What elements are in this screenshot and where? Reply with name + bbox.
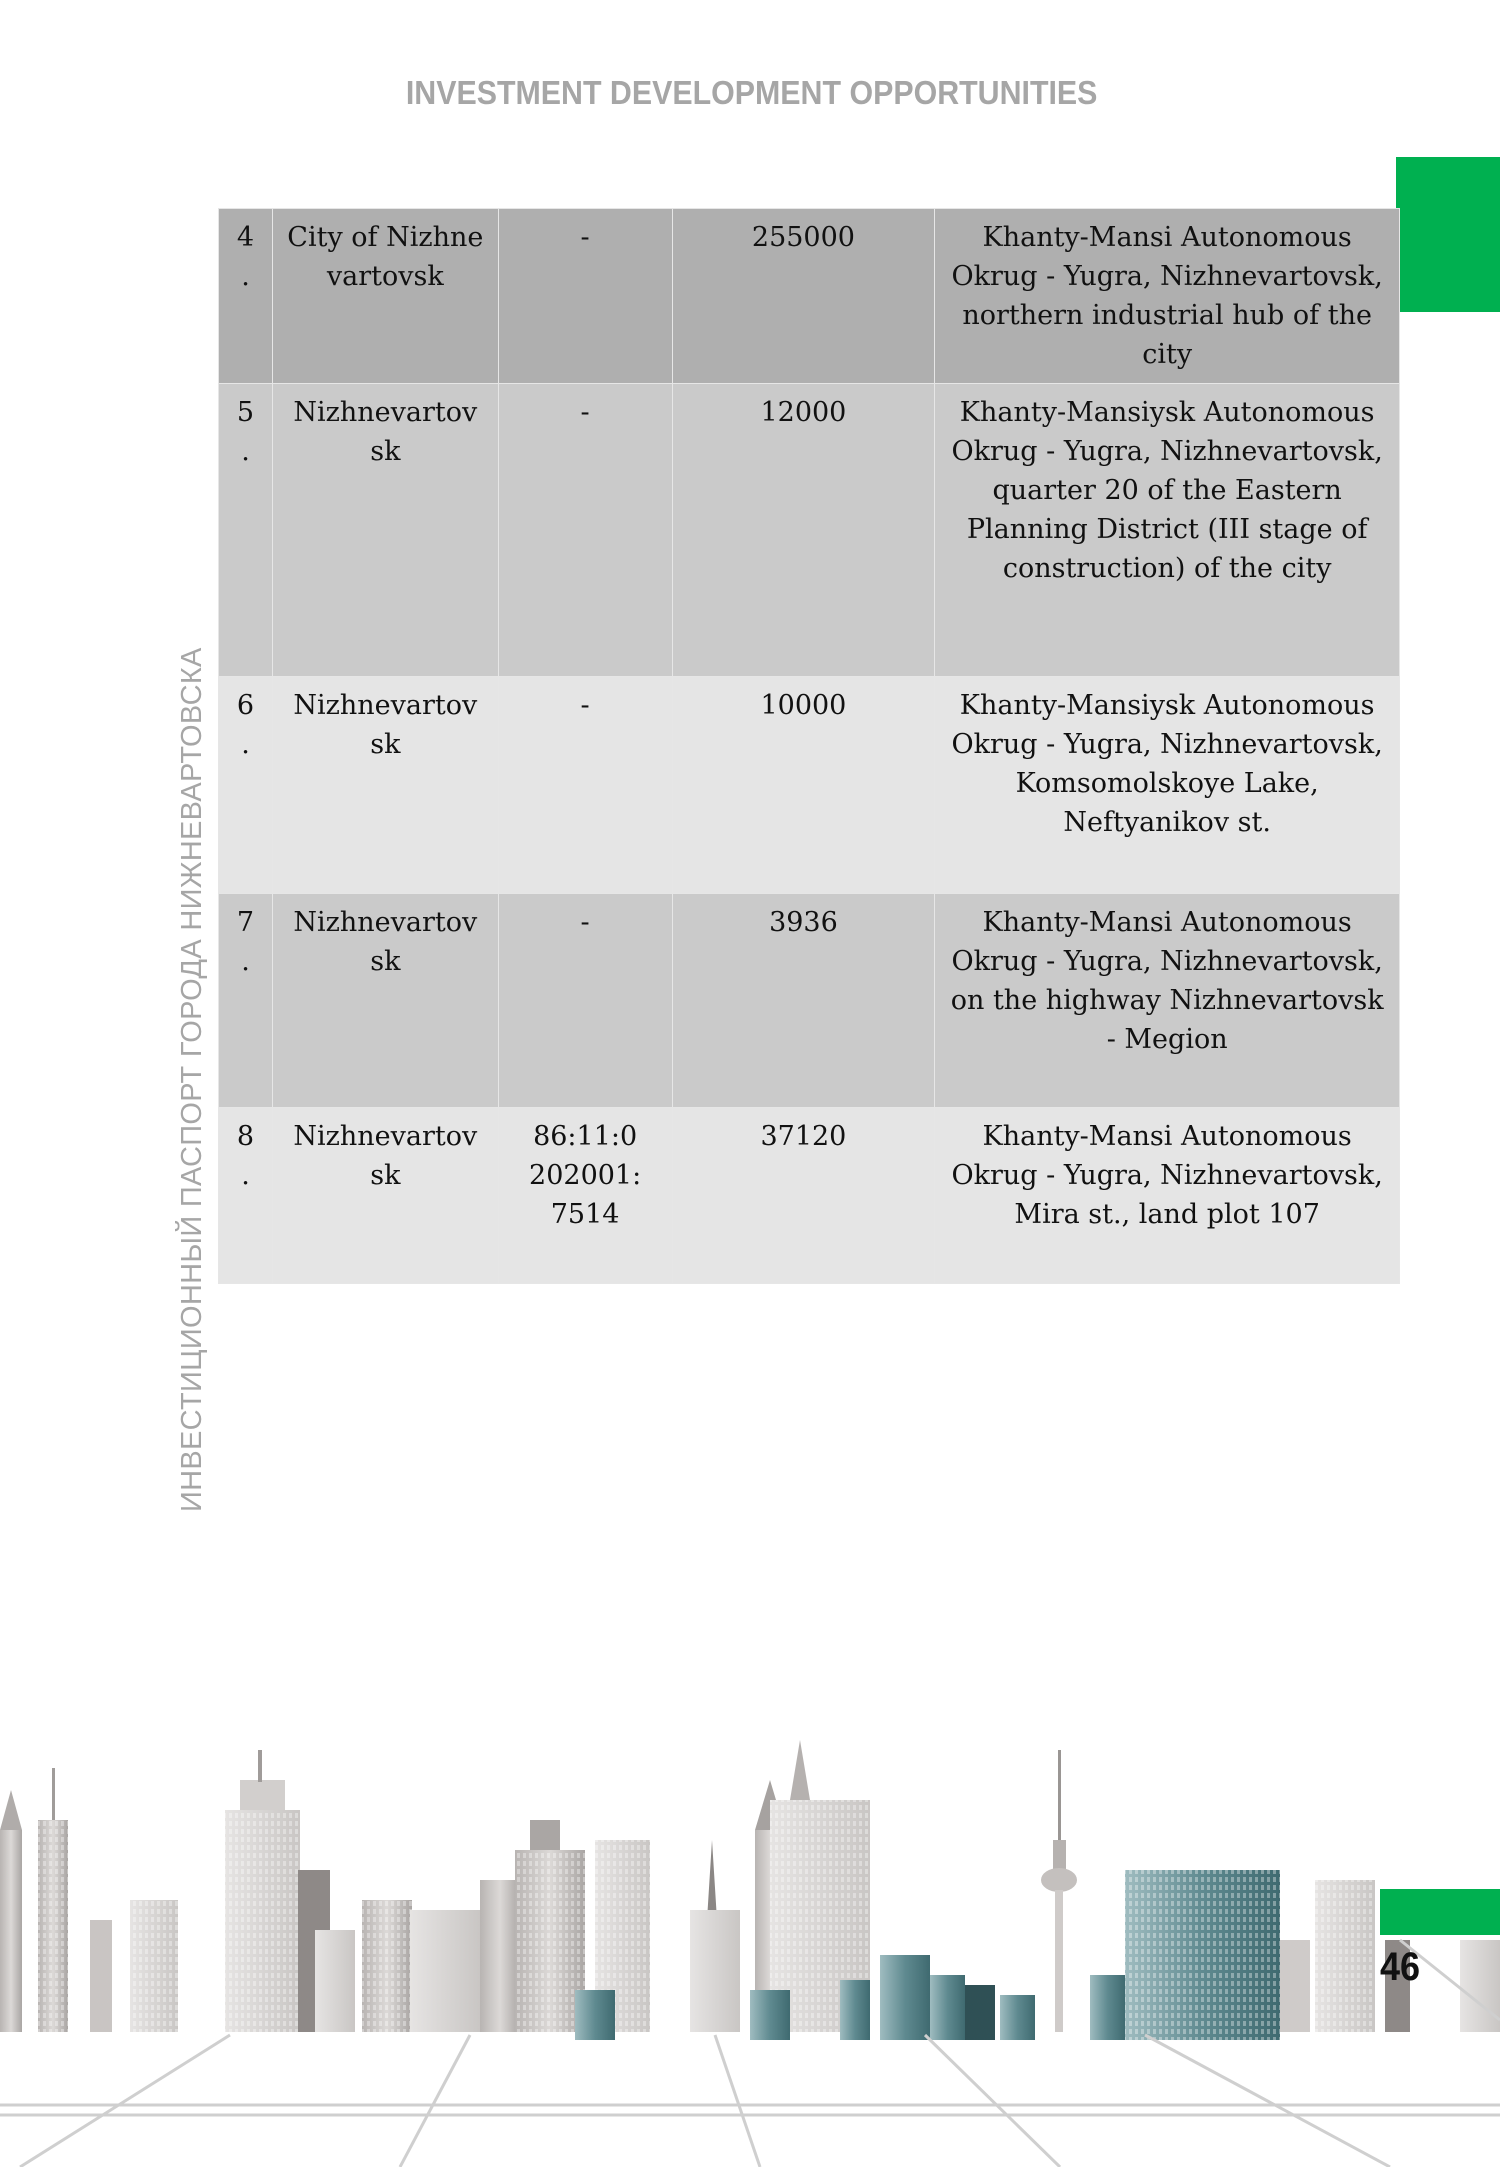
green-accent-tab-top	[1396, 157, 1500, 312]
location-cell	[935, 384, 1400, 677]
table-row	[219, 1108, 1400, 1284]
tv-tower	[1041, 1750, 1077, 2032]
side-caption: ИНВЕСТИЦИОННЫЙ ПАСПОРТ ГОРОДА НИЖНЕВАРТОВСКА	[176, 647, 208, 1512]
row-number-dot: .	[241, 946, 250, 977]
area-value: 3936	[769, 907, 838, 938]
row-number-dot: .	[241, 261, 250, 292]
cadastral-cell	[498, 209, 672, 384]
location-text: Khanty-Mansi Autonomous Okrug - Yugra, Nizhnevartovsk, northern industrial hub of the city	[951, 222, 1383, 370]
owner-cell	[272, 894, 498, 1108]
row-number-cell	[219, 209, 273, 384]
location-cell	[935, 209, 1400, 384]
buildings-center	[362, 1740, 1035, 2040]
buildings-left	[0, 1750, 355, 2032]
row-number-cell	[219, 1108, 273, 1284]
row-number: 4	[236, 222, 255, 253]
page-header	[0, 74, 1500, 112]
area-value: 255000	[751, 222, 855, 253]
owner-name: Nizhnevartovsk	[293, 907, 478, 977]
cadastral-number: -	[580, 397, 590, 428]
owner-cell	[272, 209, 498, 384]
owner-cell	[272, 1108, 498, 1284]
area-value: 12000	[760, 397, 847, 428]
cadastral-number: 86:11:0202001:7514	[529, 1121, 642, 1230]
cadastral-cell	[498, 894, 672, 1108]
owner-name: Nizhnevartovsk	[293, 397, 478, 467]
cadastral-cell	[498, 384, 672, 677]
location-cell	[935, 1108, 1400, 1284]
owner-name: City of Nizhnevartovsk	[287, 222, 484, 292]
cadastral-number: -	[580, 907, 590, 938]
location-cell	[935, 677, 1400, 894]
row-number: 5	[236, 397, 255, 428]
owner-cell	[272, 677, 498, 894]
cadastral-number: -	[580, 222, 590, 253]
owner-cell	[272, 384, 498, 677]
location-text: Khanty-Mansi Autonomous Okrug - Yugra, Nizhnevartovsk, Mira st., land plot 107	[951, 1121, 1383, 1230]
row-number-dot: .	[241, 729, 250, 760]
page-number: 46	[1379, 1945, 1421, 1989]
table-row	[219, 384, 1400, 677]
row-number: 8	[236, 1121, 255, 1152]
cadastral-cell	[498, 677, 672, 894]
area-value: 10000	[760, 690, 847, 721]
location-text: Khanty-Mansiysk Autonomous Okrug - Yugra, Nizhnevartovsk, Komsomolskoye Lake, Neftyanikov st.	[951, 690, 1383, 838]
row-number-cell	[219, 384, 273, 677]
green-accent-tab-bottom	[1380, 1889, 1500, 1935]
area-cell	[672, 894, 935, 1108]
row-number-dot: .	[241, 436, 250, 467]
location-text: Khanty-Mansiysk Autonomous Okrug - Yugra, Nizhnevartovsk, quarter 20 of the Eastern Planning District (III stage of construction) of the city	[951, 397, 1383, 584]
land-plots-table	[218, 208, 1400, 1284]
row-number-cell	[219, 677, 273, 894]
area-cell	[672, 1108, 935, 1284]
area-value: 37120	[760, 1121, 847, 1152]
owner-name: Nizhnevartovsk	[293, 690, 478, 760]
section-title: INVESTMENT DEVELOPMENT OPPORTUNITIES	[405, 74, 1098, 111]
location-text: Khanty-Mansi Autonomous Okrug - Yugra, Nizhnevartovsk, on the highway Nizhnevartovsk - Megion	[950, 907, 1384, 1055]
table-row	[219, 209, 1400, 384]
row-number: 7	[236, 907, 255, 938]
row-number: 6	[236, 690, 255, 721]
location-cell	[935, 894, 1400, 1108]
row-number-dot: .	[241, 1160, 250, 1191]
row-number-cell	[219, 894, 273, 1108]
owner-name: Nizhnevartovsk	[293, 1121, 478, 1191]
city-skyline-illustration	[0, 1740, 1500, 2167]
cadastral-cell	[498, 1108, 672, 1284]
area-cell	[672, 677, 935, 894]
cadastral-number: -	[580, 690, 590, 721]
table-row	[219, 894, 1400, 1108]
table-row	[219, 677, 1400, 894]
area-cell	[672, 209, 935, 384]
area-cell	[672, 384, 935, 677]
